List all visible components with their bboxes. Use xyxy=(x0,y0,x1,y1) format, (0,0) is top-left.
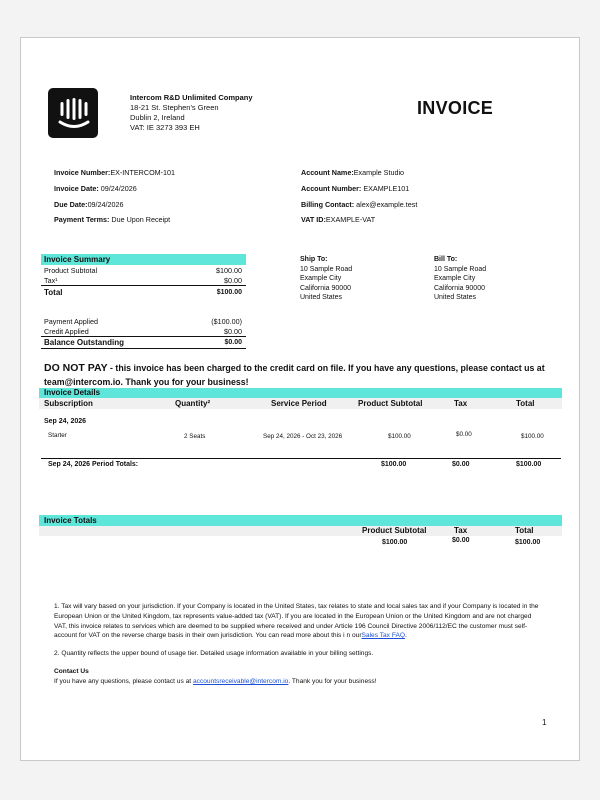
date-group-label: Sep 24, 2026 xyxy=(44,418,87,425)
payment-applied-label: Payment Applied xyxy=(44,317,98,326)
ship-to-line3: California 90000 xyxy=(300,284,351,292)
invoice-details-header: Invoice Details xyxy=(39,388,562,398)
company-address-line2: Dublin 2, Ireland xyxy=(130,113,185,122)
contact-us-end: . Thank you for your business! xyxy=(288,677,377,685)
ship-to-line4: United States xyxy=(300,294,343,301)
account-name: Example Studio xyxy=(353,168,405,177)
due-date-row xyxy=(54,200,124,209)
company-address-line1: 18-21 St. Stephen's Green xyxy=(130,103,219,112)
billing-contact-row xyxy=(301,200,417,209)
balance-value: $0.00 xyxy=(224,339,242,346)
page-number: 1 xyxy=(542,718,547,727)
summary-tax-label: Tax¹ xyxy=(44,276,58,285)
credit-applied-value: $0.00 xyxy=(224,327,242,336)
balance-label: Balance Outstanding xyxy=(44,338,125,347)
ship-to-label: Ship To: xyxy=(300,256,328,263)
col-subscription: Subscription xyxy=(44,399,93,408)
payment-terms-label: Payment Terms: xyxy=(54,215,110,224)
summary-subtotal-value: $100.00 xyxy=(216,266,242,275)
totals-col-subtotal: Product Subtotal xyxy=(362,526,427,535)
company-vat: VAT: IE 3273 393 EH xyxy=(130,123,200,132)
bill-to-line1: 10 Sample Road xyxy=(434,265,487,273)
vat-id: EXAMPLE-VAT xyxy=(325,215,376,224)
do-not-pay-notice xyxy=(44,362,554,389)
footnote-tax xyxy=(54,602,544,641)
billing-contact: alex@example.test xyxy=(356,200,418,209)
payment-applied-value: ($100.00) xyxy=(211,317,242,326)
bill-to-label: Bill To: xyxy=(434,256,458,263)
totals-col-tax: Tax xyxy=(454,526,468,535)
footnote-quantity: 2. Quantity reflects the upper bound of usage tier. Detailed usage information available in your billing settings. xyxy=(54,650,374,658)
ship-to-block xyxy=(300,255,352,303)
item-subtotal: $100.00 xyxy=(388,433,411,440)
bill-to-line3: California 90000 xyxy=(434,284,485,292)
footnote-tax-text: 1. Tax will vary based on your jurisdiction. If your Company is located in the United States, tax relates to state and local sales tax and if your Company is located in the European Union or the United Kingdom, tax represents value-added tax (VAT). If you are located in the European Union or the United Kingdom and are not charged VAT, this invoice relates to services which are deemed to be supplied where received and under Article 196 Council Directive 2006/112/EC the customer must self-account for VAT on the reverse charge basis in their own jurisdiction. You can read more about this i n our xyxy=(54,603,539,640)
totals-col-total: Total xyxy=(515,526,534,535)
totals-total: $100.00 xyxy=(515,539,541,546)
summary-subtotal-label: Product Subtotal xyxy=(44,266,98,275)
item-tax: $0.00 xyxy=(456,431,472,438)
accounts-receivable-email-link[interactable]: accountsreceivable@intercom.io xyxy=(192,677,289,685)
col-tax: Tax xyxy=(454,399,468,408)
totals-subtotal: $100.00 xyxy=(382,539,408,546)
period-total: $100.00 xyxy=(516,461,542,468)
do-not-pay-text-line2: team@intercom.io. Thank you for your business! xyxy=(44,376,249,387)
due-date: 09/24/2026 xyxy=(87,200,124,209)
invoice-number-label: Invoice Number: xyxy=(54,168,111,177)
period-totals-label: Sep 24, 2026 Period Totals: xyxy=(48,461,139,468)
summary-tax-value: $0.00 xyxy=(224,276,242,285)
totals-tax: $0.00 xyxy=(452,537,470,544)
period-tax: $0.00 xyxy=(452,461,470,468)
payment-terms: Due Upon Receipt xyxy=(111,215,171,224)
col-quantity: Quantity² xyxy=(175,399,211,408)
invoice-date-label: Invoice Date: xyxy=(54,184,99,193)
summary-total-label: Total xyxy=(44,288,63,297)
invoice-summary-header: Invoice Summary xyxy=(41,254,246,265)
invoice-page xyxy=(20,37,580,761)
account-name-row xyxy=(301,168,404,177)
footnotes xyxy=(54,602,544,687)
vat-id-label: VAT ID: xyxy=(301,215,326,224)
account-number: EXAMPLE101 xyxy=(363,184,410,193)
bill-to-line4: United States xyxy=(434,294,477,301)
invoice-number-row xyxy=(54,168,175,177)
footnote-tax-end: . xyxy=(405,632,407,640)
bill-to-line2: Example City xyxy=(434,275,476,282)
totals-column-header-bg xyxy=(39,526,562,536)
contact-us-title: Contact Us xyxy=(54,667,89,675)
item-service-period: Sep 24, 2026 - Oct 23, 2026 xyxy=(263,433,343,440)
company-address xyxy=(130,93,253,133)
col-service-period: Service Period xyxy=(271,399,327,408)
ship-to-line2: Example City xyxy=(300,275,342,282)
bill-to-block xyxy=(434,255,486,303)
due-date-label: Due Date: xyxy=(54,200,88,209)
item-quantity: 2 Seats xyxy=(184,433,206,440)
sales-tax-faq-link[interactable]: Sales Tax FAQ xyxy=(361,632,406,640)
item-name: Starter xyxy=(48,432,67,439)
account-name-label: Account Name: xyxy=(301,168,354,177)
billing-contact-label: Billing Contact: xyxy=(301,200,355,209)
vat-id-row xyxy=(301,215,375,224)
account-number-row xyxy=(301,184,409,193)
invoice-totals-header: Invoice Totals xyxy=(39,515,562,526)
company-name: Intercom R&D Unlimited Company xyxy=(130,93,253,102)
col-product-subtotal: Product Subtotal xyxy=(358,399,423,408)
contact-us-line xyxy=(54,677,544,687)
do-not-pay-text: - this invoice has been charged to the credit card on file. If you have any questions, please contact us at xyxy=(107,363,545,373)
summary-total-value: $100.00 xyxy=(216,289,242,296)
invoice-number: EX-INTERCOM-101 xyxy=(110,168,176,177)
summary-divider xyxy=(41,285,246,286)
account-number-label: Account Number: xyxy=(301,184,362,193)
balance-bottom-divider xyxy=(41,348,246,349)
invoice-date: 09/24/2026 xyxy=(100,184,137,193)
contact-us-text: If you have any questions, please contact us at xyxy=(54,677,193,685)
period-subtotal: $100.00 xyxy=(381,461,407,468)
col-total: Total xyxy=(516,399,535,408)
intercom-logo-icon xyxy=(48,88,98,138)
payment-terms-row xyxy=(54,215,170,224)
period-divider xyxy=(41,458,561,459)
item-total: $100.00 xyxy=(521,433,544,440)
balance-divider xyxy=(41,336,246,337)
do-not-pay-headline: DO NOT PAY xyxy=(44,362,108,374)
invoice-date-row xyxy=(54,184,137,193)
invoice-title: INVOICE xyxy=(417,98,494,118)
credit-applied-label: Credit Applied xyxy=(44,327,89,336)
ship-to-line1: 10 Sample Road xyxy=(300,265,353,273)
